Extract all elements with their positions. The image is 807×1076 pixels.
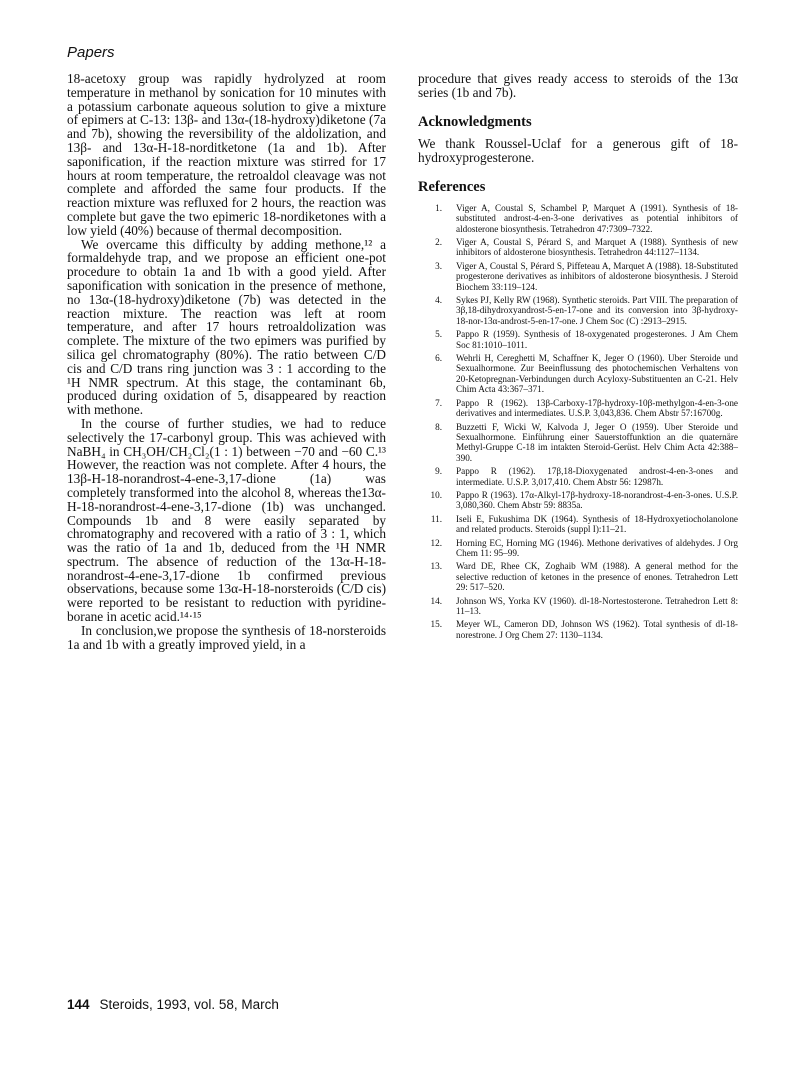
reference-number: 15. [430, 619, 442, 630]
reference-number: 13. [430, 561, 442, 572]
body-paragraph: In the course of further studies, we had to reduce selectively the 17-carbonyl group. This was achieved with NaBH₄ in CH₃OH/CH₂Cl₂(1 : 1) between −70 and −60 C.¹³ However, the reaction was not complete. After 4 hours, the 13β-H-18-norandrost-4-ene-3,17-dione (1a) was completely transformed into the alcohol 8, whereas the13α-H-18-norandrost-4-ene-3,17-dione (1b) was unchanged. Compounds 1b and 8 were easily separated by chromatography and recovered with a ratio of 3 : 1, which was the ratio of 1a and 1b, deduced from the ¹H NMR spectrum. The absence of reduction of the 13α-H-18-norandrost-4-ene-3,17-dione 1b confirmed previous observations, because some 13α-H-18-norsteroids (C/D cis) were reported to be resistant to reduction with pyridine-borane in acetic acid.¹⁴·¹⁵ [67, 415, 386, 625]
reference-text: Wehrli H, Cereghetti M, Schaffner K, Jeger O (1960). Uber Steroide und Sexualhormone. Zur Beeinflussung des photochemischen Verhaltens von 20-Ketopregnan-Verbindungen durch Acyloxy-Substituenten an C-21. Helv Chim Acta 43:367–371. [456, 353, 738, 395]
reference-item [418, 538, 738, 559]
reference-item [418, 295, 738, 326]
reference-text: Viger A, Coustal S, Pérard S, and Marquet A (1988). Synthesis of new inhibitors of aldosterone biosynthesis. Tetrahedron 44:1127–1134. [456, 237, 738, 258]
reference-text: Johnson WS, Yorka KV (1960). dl-18-Nortestosterone. Tetrahedron Lett 8: 11–13. [456, 595, 738, 616]
reference-item [418, 237, 738, 258]
left-column [67, 72, 386, 651]
reference-item [418, 261, 738, 292]
reference-number: 3. [435, 260, 442, 271]
reference-number: 9. [435, 466, 442, 477]
reference-number: 7. [435, 397, 442, 408]
reference-number: 2. [435, 237, 442, 247]
reference-item [418, 203, 738, 234]
acknowledgments-text: We thank Roussel-Uclaf for a generous gift of 18-hydroxyprogesterone. [418, 136, 738, 166]
reference-item [418, 514, 738, 535]
reference-number: 5. [435, 329, 442, 340]
reference-number: 10. [430, 489, 442, 500]
right-column [418, 72, 738, 643]
reference-item [418, 422, 738, 464]
reference-list [418, 203, 738, 640]
section-label: Papers [67, 44, 115, 61]
body-paragraph: 18-acetoxy group was rapidly hydrolyzed at room temperature in methanol by sonication for 10 minutes with a potassium carbonate aqueous solution to give a mixture of epimers at C-13: 13β- and 13α-(18-hydroxy)diketone (7a and 7b), showing the reversibility of the aldolization, and 13β- and 13α-H-18-norditketone (1a and 1b). After saponification, if the reaction mixture was stirred for 17 hours at room temperature, the retroaldol cleavage was not complete and afforded the same four products. If the reaction mixture was refluxed for 2 hours, the reaction was complete but gave the two epimeric 18-nordiketones with a low yield (40%) because of thermal decomposition. [67, 71, 386, 238]
reference-text: Pappo R (1962). 13β-Carboxy-17β-hydroxy-10β-methylgon-4-en-3-one derivatives and intermediates. U.S.P. 3,043,836. Chem Abstr 57:16700g. [456, 397, 738, 419]
reference-item [418, 353, 738, 395]
reference-text: Buzzetti F, Wicki W, Kalvoda J, Jeger O (1959). Uber Steroide und Sexualhormone. Einführung einer Sauerstoffunktion an die quaternäre Methyl-Gruppe C-18 im intakten Steroid-Gerüst. Helv Chim Acta 42:388–390. [456, 421, 738, 463]
reference-text: Pappo R (1962). 17β,18-Dioxygenated androst-4-en-3-ones and intermediate. U.S.P. 3,017,410. Chem Abstr 56: 12987h. [456, 466, 738, 487]
reference-item [418, 596, 738, 617]
reference-item [418, 619, 738, 640]
page-number: 144 [67, 997, 90, 1012]
reference-item [418, 329, 738, 350]
acknowledgments-heading: Acknowledgments [418, 113, 532, 130]
references-heading: References [418, 178, 486, 195]
reference-text: Pappo R (1959). Synthesis of 18-oxygenated progesterones. J Am Chem Soc 81:1010–1011. [456, 329, 738, 350]
reference-item [418, 398, 738, 419]
body-paragraph: procedure that gives ready access to steroids of the 13α series (1b and 7b). [418, 71, 738, 100]
reference-text: Ward DE, Rhee CK, Zoghaib WM (1988). A general method for the selective reduction of ketones in the presence of enones. Tetrahedron Lett 29: 517–520. [456, 561, 738, 593]
reference-number: 8. [435, 421, 442, 432]
reference-number: 4. [435, 295, 442, 306]
body-paragraph: We overcame this difficulty by adding methone,¹² a formaldehyde trap, and we propose an efficient one-pot procedure to obtain 1a and 1b with a good yield. After saponification with sonication in the presence of methone, no 13α-(18-hydroxy)diketone (7b) was detected in the reaction mixture. The reaction was left at room temperature, and after 17 hours retroaldolization was complete. The mixture of the two epimers was purified by silica gel chromatography (80%). The ratio between C/D cis and C/D trans ring junction was 3 : 1 according to the ¹H NMR spectrum. At this stage, the contaminant 6b, produced during oxidation of 5, disappeared by reaction with methone. [67, 236, 386, 418]
reference-item [418, 490, 738, 511]
reference-text: Viger A, Coustal S, Pérard S, Piffeteau A, Marquet A (1988). 18-Substituted progesterone derivatives as inhibitors of aldosterone biosynthesis. J Steroid Biochem 33:119–124. [456, 260, 738, 292]
reference-number: 12. [430, 537, 442, 548]
reference-number: 14. [430, 595, 442, 606]
reference-number: 6. [435, 353, 442, 364]
reference-text: Iseli E, Fukushima DK (1964). Synthesis of 18-Hydroxyetiocholanolone and related products. Steroids (suppl I):11–21. [456, 513, 738, 535]
reference-item [418, 561, 738, 592]
page-footer [67, 997, 279, 1012]
reference-text: Horning EC, Horning MG (1946). Methone derivatives of aldehydes. J Org Chem 11: 95–99. [456, 537, 738, 558]
reference-text: Meyer WL, Cameron DD, Johnson WS (1962). Total synthesis of dl-18-norestrone. J Org Chem 27: 1130–1134. [456, 619, 738, 640]
reference-number: 1. [435, 202, 442, 213]
reference-item [418, 466, 738, 487]
reference-number: 11. [430, 513, 442, 524]
reference-text: Pappo R (1963). 17α-Alkyl-17β-hydroxy-18-norandrost-4-en-3-ones. U.S.P. 3,080,360. Chem Abstr 59: 8835a. [456, 489, 738, 511]
reference-text: Viger A, Coustal S, Schambel P, Marquet A (1991). Synthesis of 18-substituted androst-4-en-3-one derivatives as potential inhibitors of aldosterone biosynthesis. Tetrahedron 47:7309–7322. [456, 202, 738, 234]
reference-text: Sykes PJ, Kelly RW (1968). Synthetic steroids. Part VIII. The preparation of 3β,18-dihydroxyandrost-5-en-17-one and its conversion into 3β-hydroxy-18-nor-13α-androst-5-en-17-one. J Chem Soc (C) :2913–2915. [456, 295, 738, 326]
journal-citation: Steroids, 1993, vol. 58, March [99, 997, 279, 1012]
body-paragraph: In conclusion,we propose the synthesis of 18-norsteroids 1a and 1b with a greatly improved yield, in a [67, 622, 386, 652]
